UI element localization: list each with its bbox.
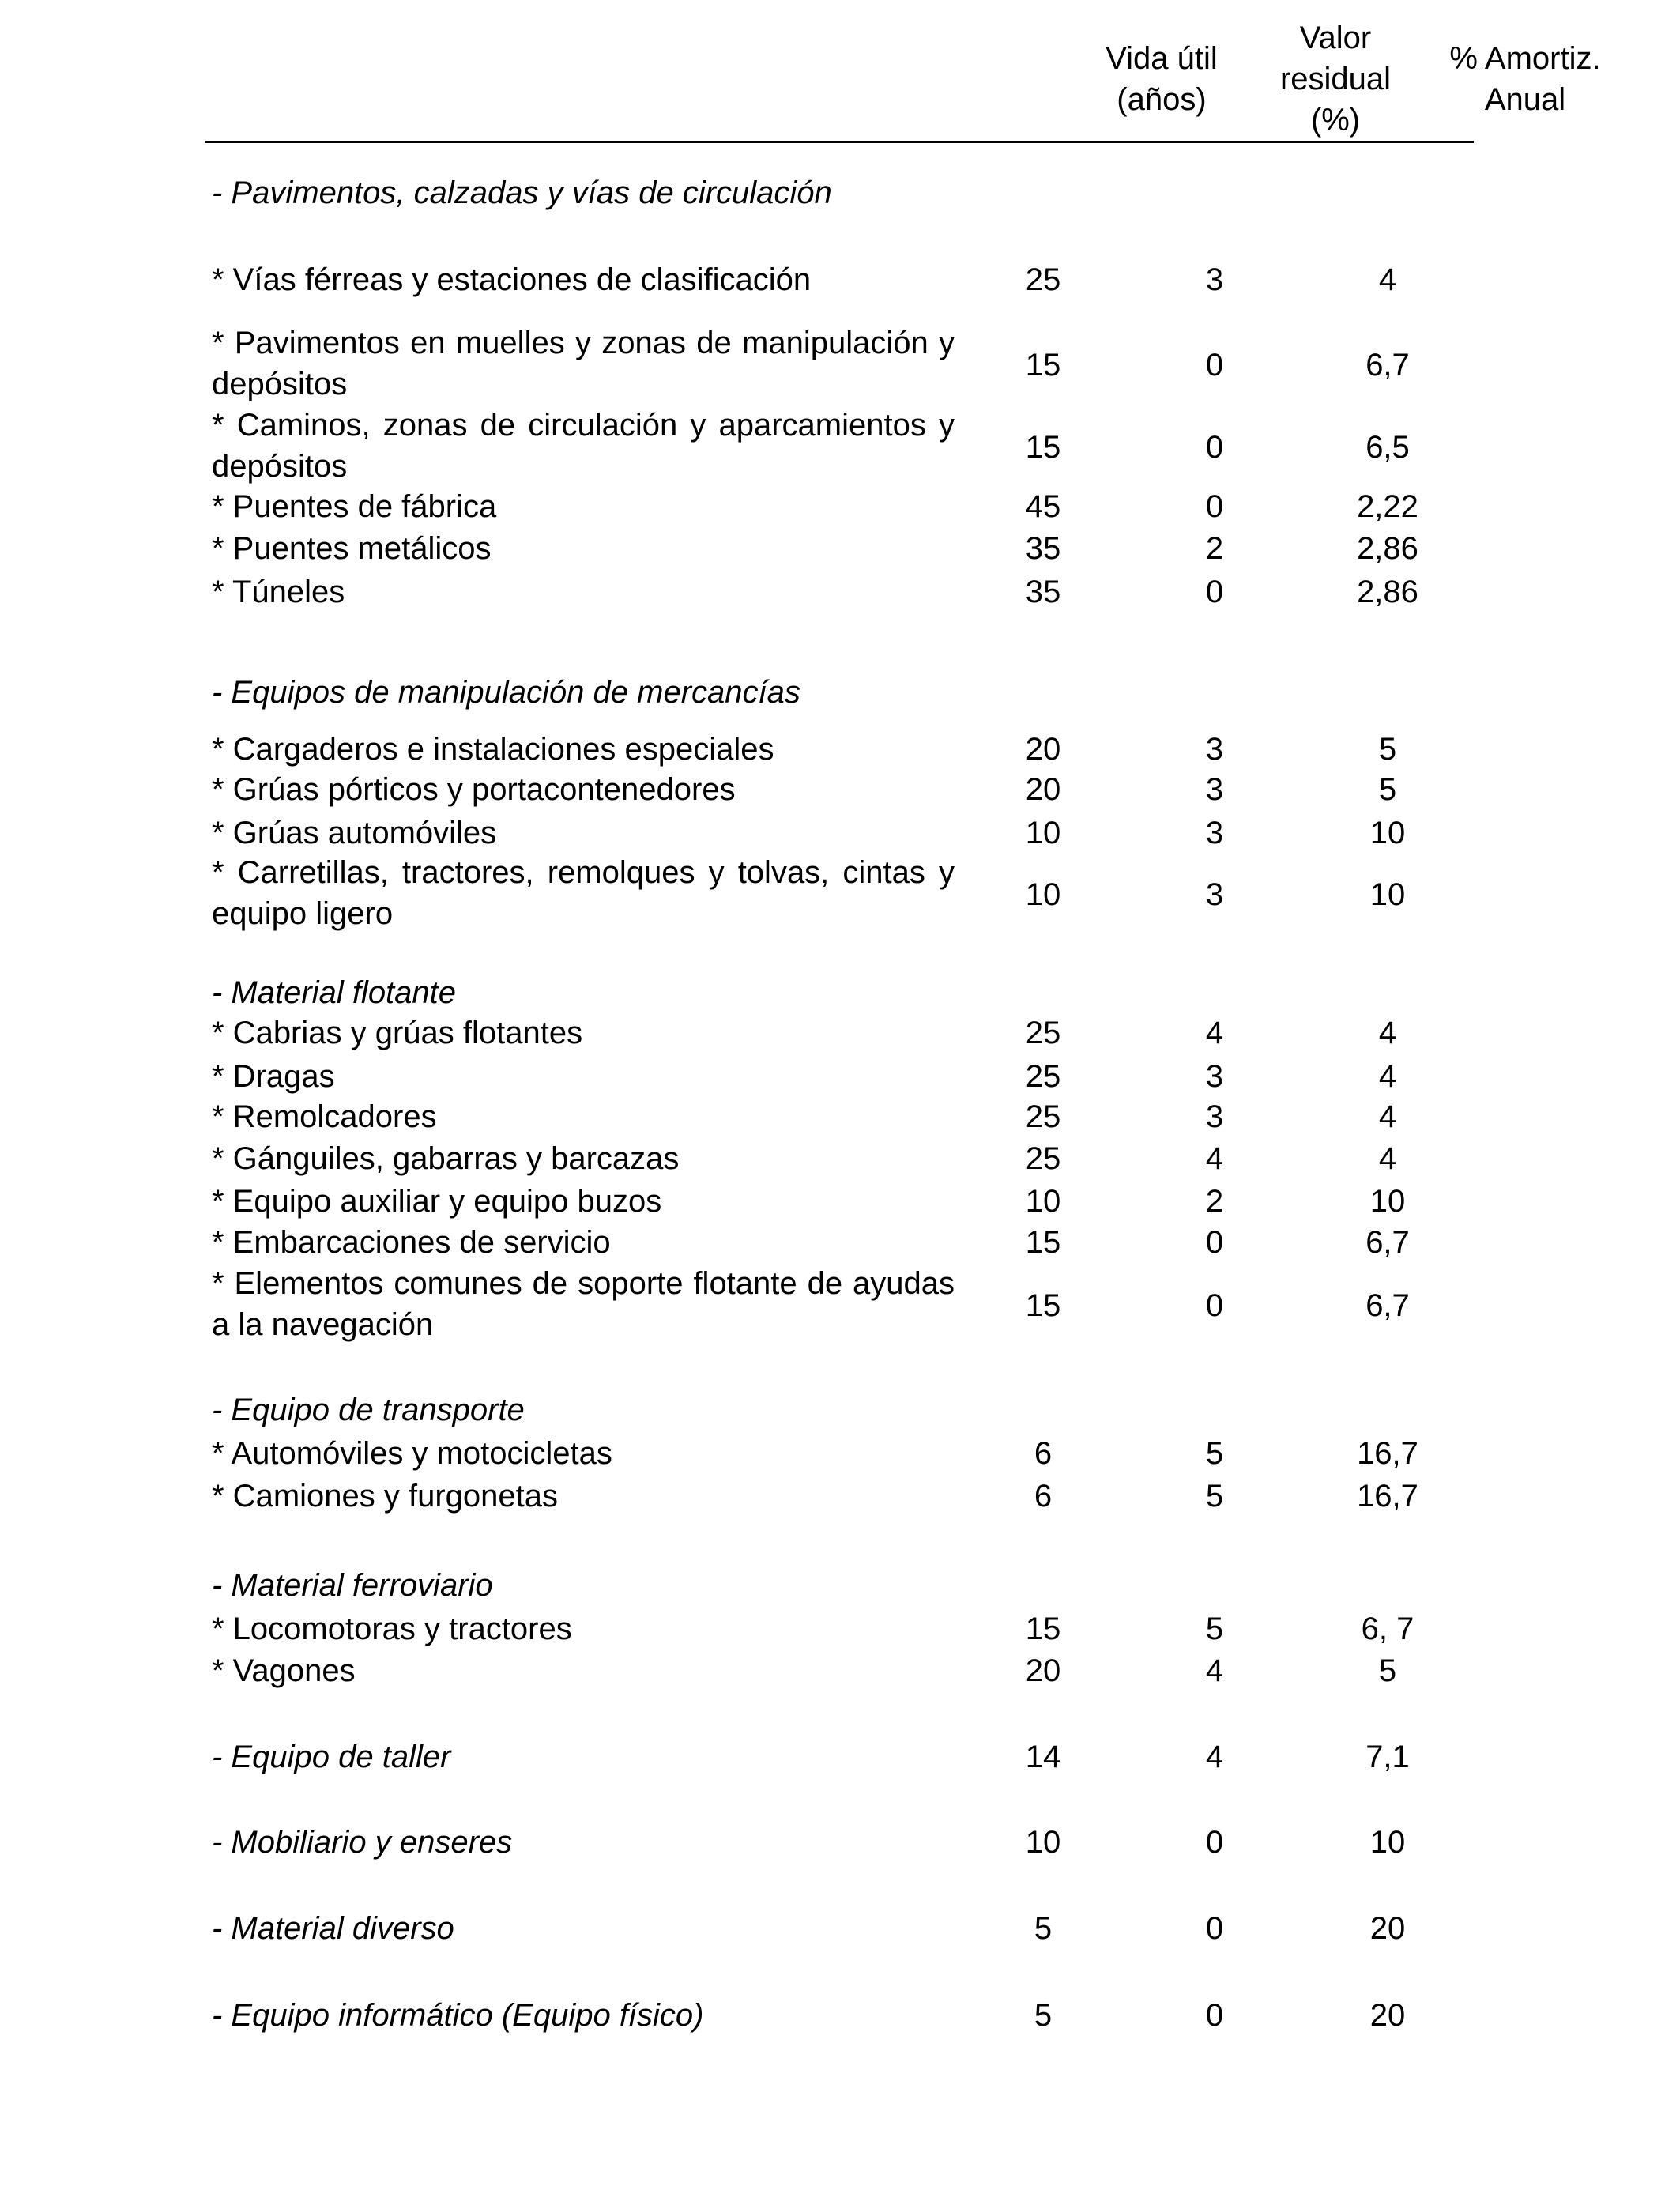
vida-util-value: 20 <box>1025 1653 1061 1688</box>
amortizacion-value: 20 <box>1369 1911 1406 1946</box>
item-label: * Túneles <box>212 575 345 609</box>
amortizacion-value: 4 <box>1378 1059 1397 1094</box>
vida-util-value: 15 <box>1025 1612 1061 1646</box>
vida-util-value: 20 <box>1025 732 1061 767</box>
item-label: * Pavimentos en muelles y zonas de manipulación y depósitos <box>212 326 955 401</box>
header-vida-util: Vida útil (años) <box>1106 41 1218 117</box>
header-rule <box>205 141 1474 143</box>
valor-residual-value: 0 <box>1205 348 1224 383</box>
item-label: * Dragas <box>212 1059 335 1094</box>
item-label: * Puentes de fábrica <box>212 489 497 524</box>
valor-residual-value: 4 <box>1205 1016 1224 1050</box>
header-amortizacion: % Amortiz. Anual <box>1449 41 1601 117</box>
section-title: - Equipo de taller <box>212 1740 451 1774</box>
item-label: * Gánguiles, gabarras y barcazas <box>212 1141 680 1176</box>
amortizacion-value: 5 <box>1378 1653 1397 1688</box>
amortizacion-value: 4 <box>1378 1099 1397 1134</box>
section-title: - Material diverso <box>212 1911 454 1946</box>
valor-residual-value: 5 <box>1205 1436 1224 1471</box>
valor-residual-value: 0 <box>1205 1288 1224 1323</box>
amortizacion-value: 4 <box>1378 1016 1397 1050</box>
amortizacion-value: 6,7 <box>1365 348 1410 383</box>
item-label: * Embarcaciones de servicio <box>212 1225 611 1260</box>
item-label: * Grúas pórticos y portacontenedores <box>212 772 736 807</box>
vida-util-value: 15 <box>1025 430 1061 465</box>
section-title: - Equipo informático (Equipo físico) <box>212 1998 704 2033</box>
vida-util-value: 14 <box>1025 1740 1061 1774</box>
vida-util-value: 25 <box>1025 1016 1061 1050</box>
vida-util-value: 10 <box>1025 1825 1061 1860</box>
amortizacion-value: 6, 7 <box>1361 1612 1414 1646</box>
valor-residual-value: 3 <box>1205 732 1224 767</box>
item-label: * Automóviles y motocicletas <box>212 1436 612 1471</box>
valor-residual-value: 3 <box>1205 262 1224 297</box>
header-valor-residual: Valor residual (%) <box>1279 21 1392 138</box>
amortizacion-value: 5 <box>1378 772 1397 807</box>
vida-util-value: 25 <box>1025 1099 1061 1134</box>
valor-residual-value: 2 <box>1205 1184 1224 1219</box>
item-label: * Cabrias y grúas flotantes <box>212 1016 583 1050</box>
valor-residual-value: 0 <box>1205 489 1224 524</box>
amortizacion-value: 5 <box>1378 732 1397 767</box>
vida-util-value: 6 <box>1034 1436 1053 1471</box>
vida-util-value: 25 <box>1025 262 1061 297</box>
item-label: * Carretillas, tractores, remolques y tolvas, cintas y equipo ligero <box>212 855 955 931</box>
amortizacion-value: 10 <box>1369 1184 1406 1219</box>
vida-util-value: 15 <box>1025 1225 1061 1260</box>
section-title: - Pavimentos, calzadas y vías de circulación <box>212 175 832 210</box>
vida-util-value: 10 <box>1025 816 1061 850</box>
item-label: * Cargaderos e instalaciones especiales <box>212 732 774 767</box>
item-label: * Equipo auxiliar y equipo buzos <box>212 1184 662 1219</box>
amortizacion-value: 16,7 <box>1357 1436 1418 1471</box>
vida-util-value: 20 <box>1025 772 1061 807</box>
valor-residual-value: 0 <box>1205 430 1224 465</box>
amortizacion-value: 2,86 <box>1357 575 1418 609</box>
vida-util-value: 15 <box>1025 1288 1061 1323</box>
amortizacion-value: 6,7 <box>1365 1225 1410 1260</box>
valor-residual-value: 0 <box>1205 1911 1224 1946</box>
amortizacion-value: 20 <box>1369 1998 1406 2033</box>
amortizacion-value: 2,22 <box>1357 489 1418 524</box>
section-title: - Equipo de transporte <box>212 1393 525 1427</box>
item-label: * Locomotoras y tractores <box>212 1612 572 1646</box>
item-label: * Elementos comunes de soporte flotante de ayudas a la navegación <box>212 1266 955 1342</box>
section-title: - Material flotante <box>212 975 457 1010</box>
valor-residual-value: 4 <box>1205 1740 1224 1774</box>
valor-residual-value: 0 <box>1205 575 1224 609</box>
amortizacion-value: 10 <box>1369 877 1406 912</box>
item-label: * Vías férreas y estaciones de clasificación <box>212 262 812 297</box>
vida-util-value: 10 <box>1025 1184 1061 1219</box>
valor-residual-value: 3 <box>1205 772 1224 807</box>
vida-util-value: 10 <box>1025 877 1061 912</box>
valor-residual-value: 3 <box>1205 1059 1224 1094</box>
valor-residual-value: 3 <box>1205 816 1224 850</box>
valor-residual-value: 0 <box>1205 1225 1224 1260</box>
vida-util-value: 35 <box>1025 531 1061 566</box>
item-label: * Vagones <box>212 1653 356 1688</box>
vida-util-value: 35 <box>1025 575 1061 609</box>
item-label: * Grúas automóviles <box>212 816 497 850</box>
vida-util-value: 5 <box>1034 1998 1053 2033</box>
section-title: - Material ferroviario <box>212 1568 493 1603</box>
amortizacion-value: 10 <box>1369 1825 1406 1860</box>
item-label: * Camiones y furgonetas <box>212 1479 559 1514</box>
item-label: * Caminos, zonas de circulación y aparcamientos y depósitos <box>212 408 955 484</box>
amortizacion-value: 4 <box>1378 1141 1397 1176</box>
valor-residual-value: 3 <box>1205 1099 1224 1134</box>
amortizacion-value: 6,7 <box>1365 1288 1410 1323</box>
section-title: - Equipos de manipulación de mercancías <box>212 675 800 710</box>
valor-residual-value: 5 <box>1205 1612 1224 1646</box>
vida-util-value: 5 <box>1034 1911 1053 1946</box>
amortizacion-value: 6,5 <box>1365 430 1410 465</box>
vida-util-value: 15 <box>1025 348 1061 383</box>
valor-residual-value: 4 <box>1205 1653 1224 1688</box>
amortizacion-value: 2,86 <box>1357 531 1418 566</box>
table-header <box>205 17 1601 142</box>
vida-util-value: 25 <box>1025 1059 1061 1094</box>
item-label: * Puentes metálicos <box>212 531 492 566</box>
valor-residual-value: 5 <box>1205 1479 1224 1514</box>
section-title: - Mobiliario y enseres <box>212 1825 513 1860</box>
valor-residual-value: 4 <box>1205 1141 1224 1176</box>
vida-util-value: 45 <box>1025 489 1061 524</box>
amortizacion-value: 7,1 <box>1365 1740 1410 1774</box>
vida-util-value: 25 <box>1025 1141 1061 1176</box>
item-label: * Remolcadores <box>212 1099 437 1134</box>
vida-util-value: 6 <box>1034 1479 1053 1514</box>
amortizacion-value: 16,7 <box>1357 1479 1418 1514</box>
valor-residual-value: 3 <box>1205 877 1224 912</box>
valor-residual-value: 0 <box>1205 1825 1224 1860</box>
amortizacion-value: 10 <box>1369 816 1406 850</box>
valor-residual-value: 0 <box>1205 1998 1224 2033</box>
valor-residual-value: 2 <box>1205 531 1224 566</box>
amortizacion-value: 4 <box>1378 262 1397 297</box>
